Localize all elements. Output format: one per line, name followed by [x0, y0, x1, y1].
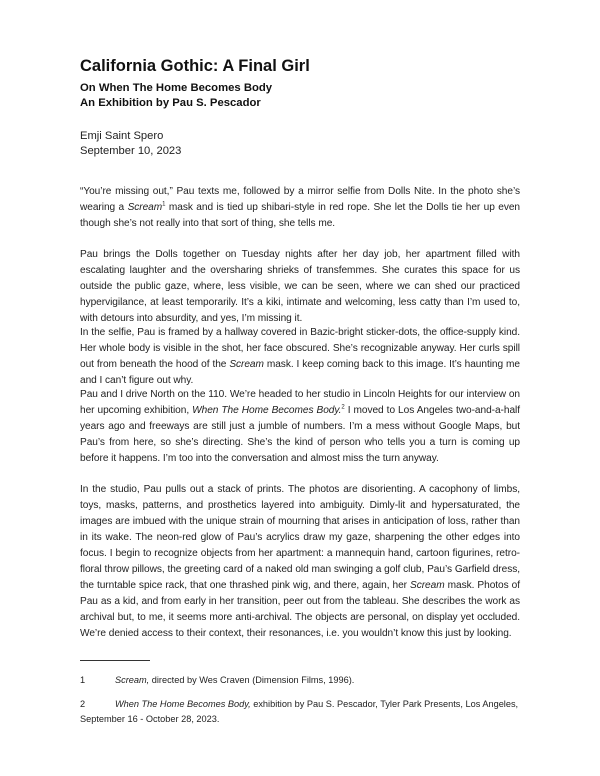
- paragraph-2: Pau brings the Dolls together on Tuesday nights after her day job, her apartment filled with escalating laughter and the oversharing shrieks of transfemmes. She curates this space for us outside the public gaze, where, less visible, we can be seen, where we can shed our practiced hypervigilance, at least temporarily. It’s a kiki, intimate and welcoming, less catty than I’m used to, with detours into absurdity, and yes, I’m missing it.: [80, 249, 520, 324]
- exhibition-byline: An Exhibition by Pau S. Pescador: [80, 97, 261, 109]
- paragraph-4: [80, 387, 520, 467]
- footnote-divider: [80, 660, 150, 661]
- publish-date: September 10, 2023: [80, 145, 182, 157]
- footnote-2: [80, 697, 520, 727]
- document-subtitle: On When The Home Becomes Body: [80, 82, 273, 94]
- footnote-2-number: 2: [80, 699, 86, 709]
- paragraph-1-emphasis: Scream: [127, 202, 163, 213]
- footnote-1-text: directed by Wes Craven (Dimension Films, 1996).: [149, 675, 355, 685]
- footnote-ref-1[interactable]: 1: [162, 201, 166, 208]
- document-title: California Gothic: A Final Girl: [80, 57, 310, 75]
- paragraph-4-emphasis: When The Home Becomes Body.: [192, 405, 342, 416]
- footnote-2-text: exhibition by Pau S. Pescador, Tyler Park Presents, Los Angeles, September 16 - October 28, 2023.: [80, 699, 519, 724]
- footnote-2-title: When The Home Becomes Body,: [115, 699, 251, 709]
- paragraph-3-text-a: In the selfie, Pau is framed by a hallway covered in Bazic-bright sticker-dots, the office-supply kind. Her whole body is visible in the shot, her face obscured. She’s recognizable anyway. Her curls spill out from beneath the hood of the: [80, 327, 520, 370]
- paragraph-5-emphasis: Scream: [410, 580, 445, 591]
- footnote-1-number: 1: [80, 675, 86, 685]
- paragraph-5: [80, 482, 520, 642]
- author-name: Emji Saint Spero: [80, 130, 164, 142]
- paragraph-4-text-b: I moved to Los Angeles two-and-a-half years ago and freeways are still just a jumble of numbers. I’m a mess without Google Maps, but Pau’s from here, so she’s directing. She’s the kind of person who tells you a turn is coming up before it happens. I’m too into the conversation and almost miss the turn anyway.: [80, 405, 520, 464]
- paragraph-3-emphasis: Scream: [229, 359, 264, 370]
- paragraph-4-text-a: Pau and I drive North on the 110. We’re headed to her studio in Lincoln Heights for our interview on her upcoming exhibition,: [80, 389, 520, 416]
- paragraph-1-text-b: mask and is tied up shibari-style in red rope. She let the Dolls tie her up even though she’s not really into that sort of thing, she tells me.: [80, 202, 521, 229]
- footnote-1-title: Scream,: [115, 675, 150, 685]
- paragraph-1-text-a: “You’re missing out,” Pau texts me, followed by a mirror selfie from Dolls Nite. In the photo she’s wearing a: [80, 186, 520, 213]
- footnote-1: [80, 673, 520, 688]
- footnote-ref-2[interactable]: 2: [341, 404, 345, 411]
- paragraph-3: [80, 325, 520, 389]
- paragraph-1: [80, 184, 520, 232]
- paragraph-5-text-a: In the studio, Pau pulls out a stack of prints. The photos are disorienting. A cacophony of limbs, toys, masks, patterns, and prosthetics layered into ambiguity. Dimly-lit and hypersaturated, the images are imbued with the unique strain of mourning that arises in anticipation of loss, rather than in its wake. The neon-red glow of Pau’s acrylics draw my gaze, sharpening the other edges into focus. I begin to recognize objects from her apartment: a mannequin hand, cartoon figurines, retro-floral throw pillows, the greeting card of a naked old man swinging a golf club, Pau’s Garfield dress, the turntable spice rack, that one thrashed pink wig, and there, again, her: [80, 484, 520, 591]
- paragraph-3-text-b: mask. I keep coming back to this image. It’s haunting me and I can’t figure out why.: [80, 359, 520, 386]
- paragraph-5-text-b: mask. Photos of Pau as a kid, and from early in her transition, peer out from the tableau. She describes the work as archival but, to me, it seems more anti-archival. The objects are personal, on display yet occluded. We’re denied access to their context, their resonances, i.e. you wouldn’t know this just by looking.: [80, 580, 521, 639]
